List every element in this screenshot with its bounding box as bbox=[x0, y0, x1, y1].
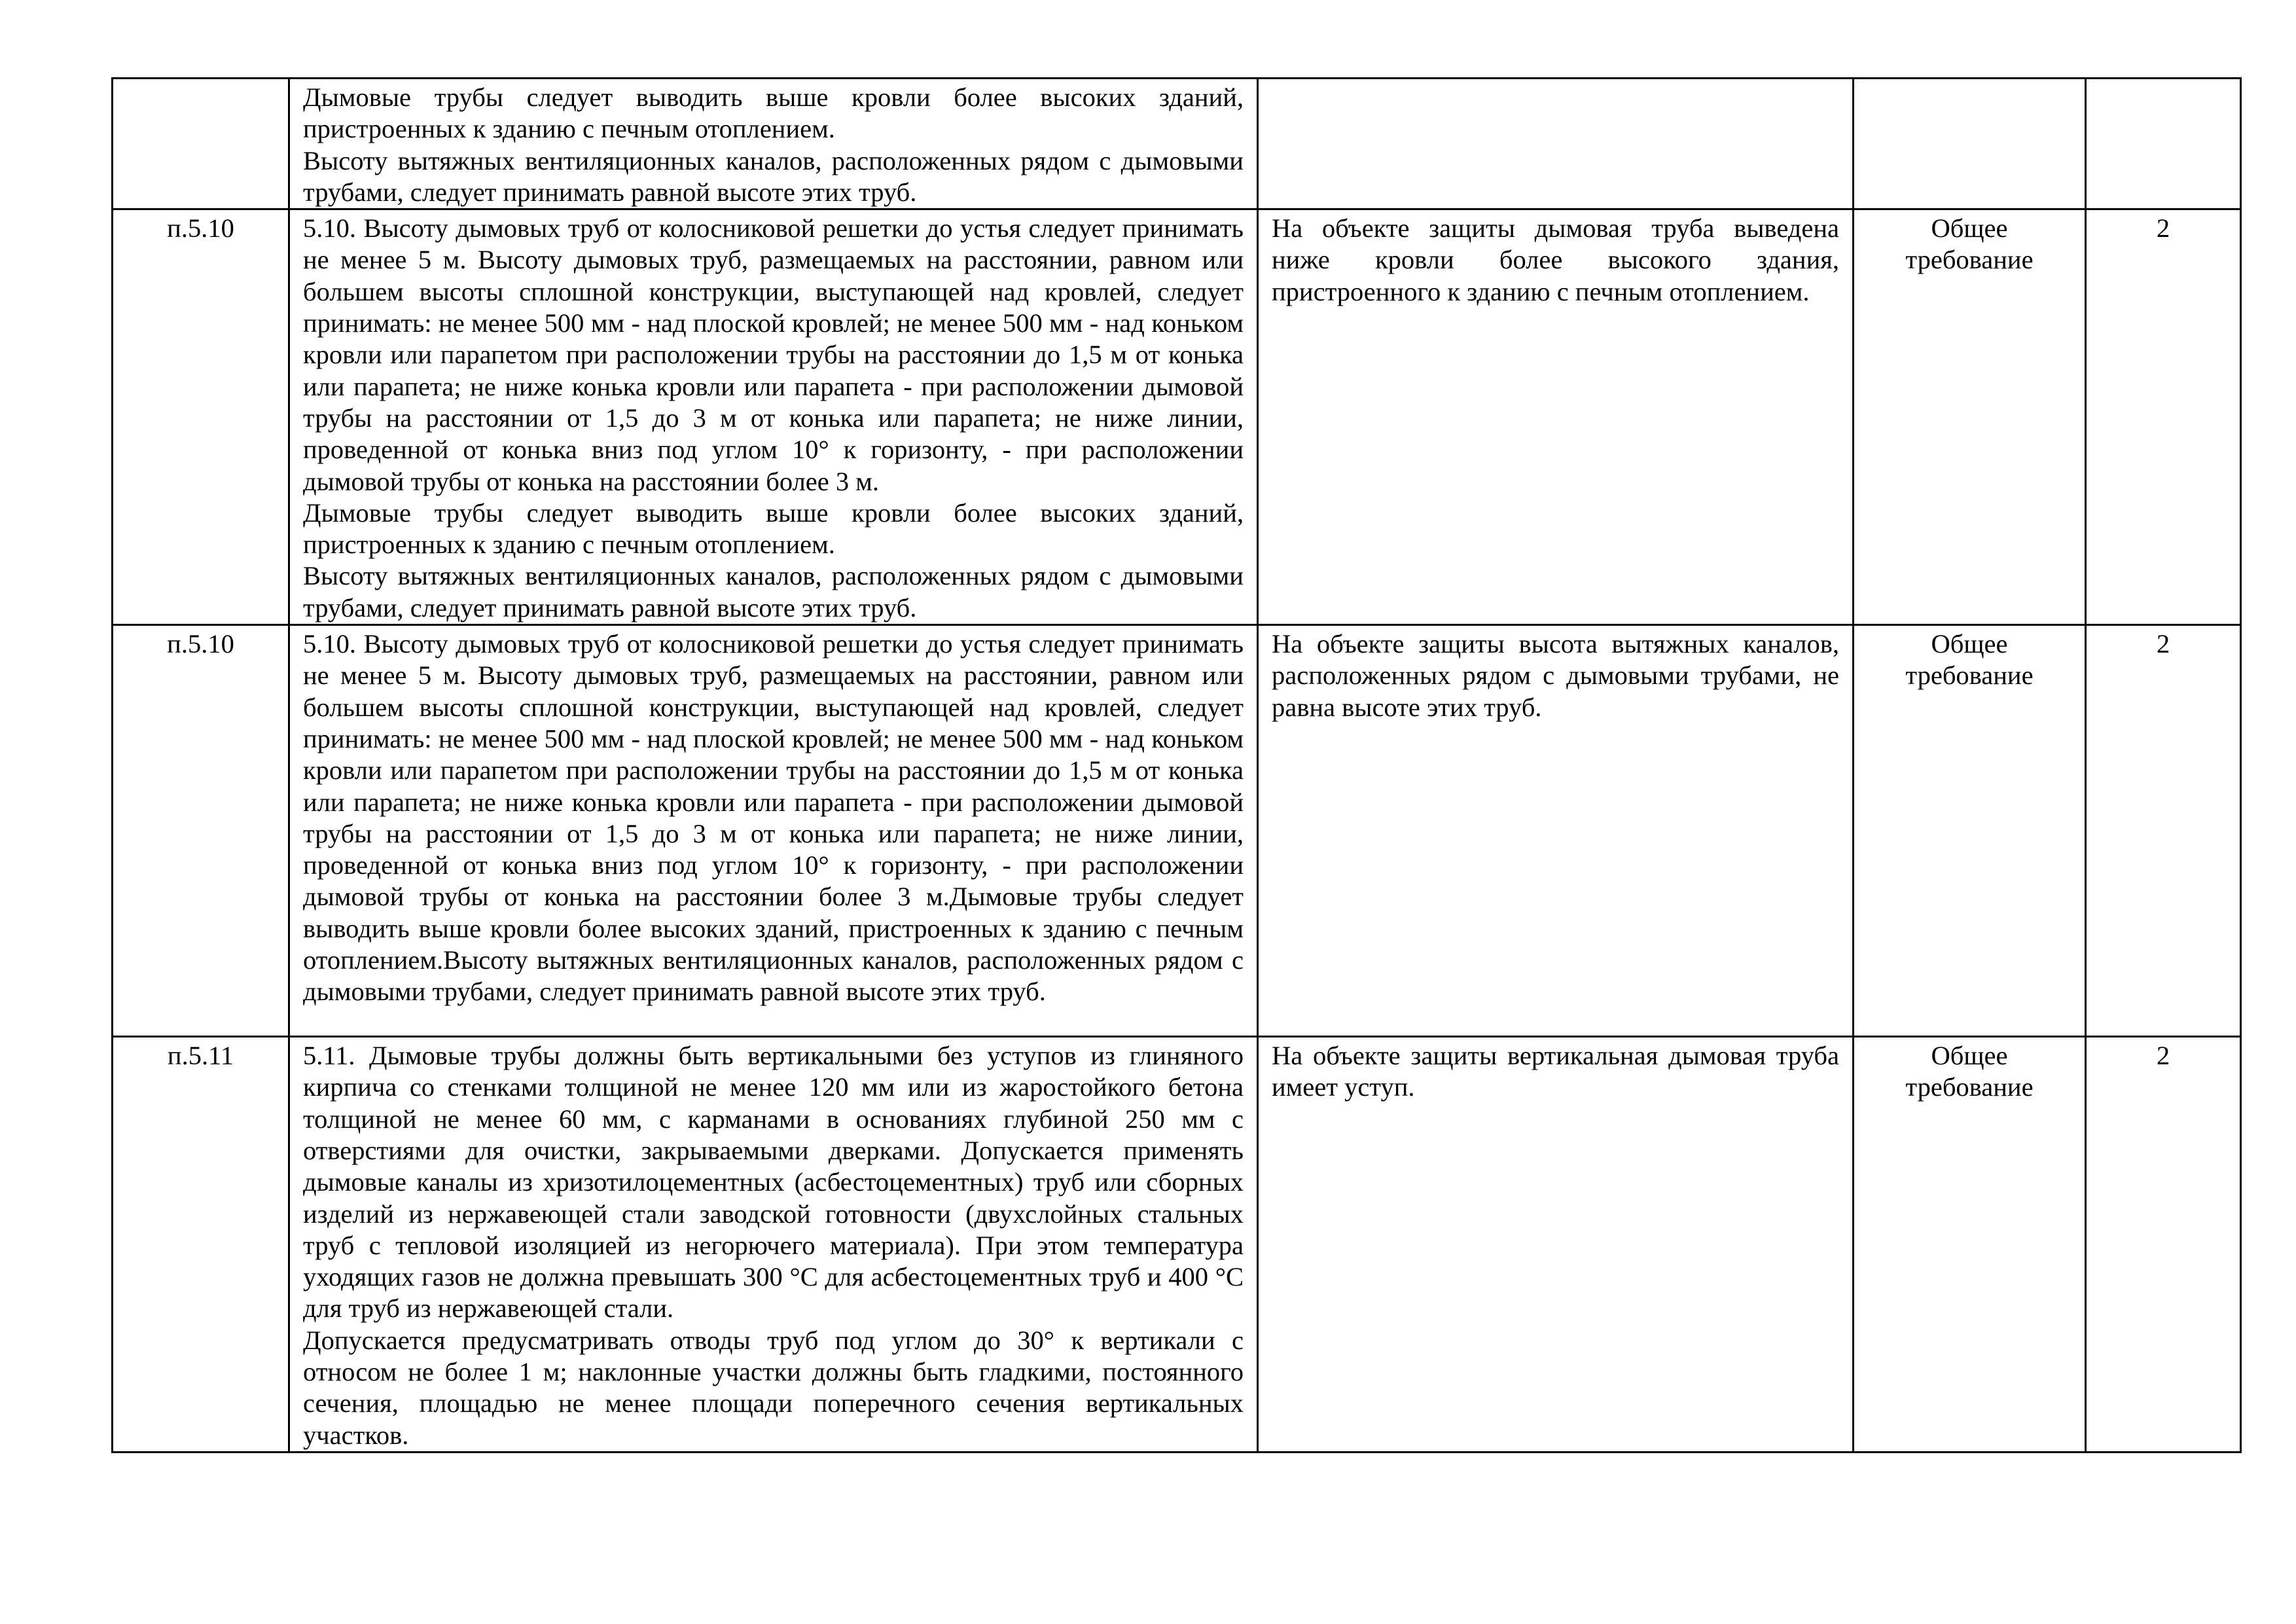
table-row bbox=[113, 79, 2241, 209]
number-cell: 2 bbox=[2086, 1037, 2241, 1453]
requirement-paragraph: 5.10. Высоту дымовых труб от колосниковой решетки до устья следует принимать не менее 5 м. Высоту дымовых труб, размещаемых на расстоянии, равном или большем высоты сплошной конструкции, выступающей над кровлей, следует принимать: не менее 500 мм - над плоской кровлей; не менее 500 мм - над коньком кровли или парапетом при расположении трубы на расстоянии до 1,5 м от конька или парапета; не ниже конька кровли или парапета - при расположении дымовой трубы на расстоянии от 1,5 до 3 м от конька или парапета; не ниже линии, проведенной от конька вниз под углом 10° к горизонту, - при расположении дымовой трубы от конька на расстоянии более 3 м. bbox=[303, 213, 1244, 496]
violation-cell bbox=[1258, 625, 1854, 1037]
requirement-paragraph: Дымовые трубы следует выводить выше кровли более высоких зданий, пристроенных к зданию с печным отоплением. bbox=[303, 497, 1244, 560]
violation-cell bbox=[1258, 1037, 1854, 1453]
ref-cell bbox=[113, 79, 289, 209]
requirement-cell bbox=[289, 79, 1258, 209]
ref-cell: п.5.11 bbox=[113, 1037, 289, 1453]
requirement-cell bbox=[289, 625, 1258, 1037]
violation-text: На объекте защиты высота вытяжных каналов, расположенных рядом с дымовыми трубами, не равна высоте этих труб. bbox=[1272, 629, 1839, 722]
ref-cell: п.5.10 bbox=[113, 209, 289, 625]
type-cell: Общее требование bbox=[1854, 209, 2086, 625]
requirement-cell bbox=[289, 1037, 1258, 1453]
requirement-paragraph: Дымовые трубы следует выводить выше кровли более высоких зданий, пристроенных к зданию с печным отоплением. bbox=[303, 82, 1244, 144]
requirement-paragraph: Высоту вытяжных вентиляционных каналов, расположенных рядом с дымовыми трубами, следует принимать равной высоте этих труб. bbox=[303, 561, 1244, 623]
number-cell: 2 bbox=[2086, 625, 2241, 1037]
ref-cell: п.5.10 bbox=[113, 625, 289, 1037]
table-row bbox=[113, 625, 2241, 1037]
requirements-table bbox=[111, 77, 2242, 1453]
requirement-paragraph: 5.11. Дымовые трубы должны быть вертикальными без уступов из глиняного кирпича со стенками толщиной не менее 120 мм или из жаростойкого бетона толщиной не менее 60 мм, с карманами в основаниях глубиной 250 мм с отверстиями для очистки, закрываемыми дверками. Допускается применять дымовые каналы из хризотилоцементных (асбестоцементных) труб или сборных изделий из нержавеющей стали заводской готовности (двухслойных стальных труб с тепловой изоляцией из негорючего материала). При этом температура уходящих газов не должна превышать 300 °С для асбестоцементных труб и 400 °С для труб из нержавеющей стали. bbox=[303, 1041, 1244, 1324]
table-row bbox=[113, 209, 2241, 625]
violation-cell bbox=[1258, 79, 1854, 209]
requirement-paragraph: Высоту вытяжных вентиляционных каналов, расположенных рядом с дымовыми трубами, следует принимать равной высоте этих труб. bbox=[303, 145, 1244, 207]
type-cell: Общее требование bbox=[1854, 1037, 2086, 1453]
requirement-paragraph: Допускается предусматривать отводы труб под углом до 30° к вертикали с относом не более 1 м; наклонные участки должны быть гладкими, постоянного сечения, площадью не менее площади поперечного сечения вертикальных участков. bbox=[303, 1325, 1244, 1450]
number-cell: 2 bbox=[2086, 209, 2241, 625]
violation-text: На объекте защиты дымовая труба выведена ниже кровли более высокого здания, пристроенного к зданию с печным отоплением. bbox=[1272, 213, 1839, 306]
violation-cell bbox=[1258, 209, 1854, 625]
type-cell: Общее требование bbox=[1854, 625, 2086, 1037]
number-cell bbox=[2086, 79, 2241, 209]
requirement-cell bbox=[289, 209, 1258, 625]
requirement-paragraph: 5.10. Высоту дымовых труб от колосниковой решетки до устья следует принимать не менее 5 м. Высоту дымовых труб, размещаемых на расстоянии, равном или большем высоты сплошной конструкции, выступающей над кровлей, следует принимать: не менее 500 мм - над плоской кровлей; не менее 500 мм - над коньком кровли или парапетом при расположении трубы на расстоянии до 1,5 м от конька или парапета; не ниже конька кровли или парапета - при расположении дымовой трубы на расстоянии от 1,5 до 3 м от конька или парапета; не ниже линии, проведенной от конька вниз под углом 10° к горизонту, - при расположении дымовой трубы от конька на расстоянии более 3 м.Дымовые трубы следует выводить выше кровли более высоких зданий, пристроенных к зданию с печным отоплением.Высоту вытяжных вентиляционных каналов, расположенных рядом с дымовыми трубами, следует принимать равной высоте этих труб. bbox=[303, 629, 1244, 1007]
table-row bbox=[113, 1037, 2241, 1453]
type-cell bbox=[1854, 79, 2086, 209]
violation-text: На объекте защиты вертикальная дымовая труба имеет уступ. bbox=[1272, 1041, 1839, 1102]
